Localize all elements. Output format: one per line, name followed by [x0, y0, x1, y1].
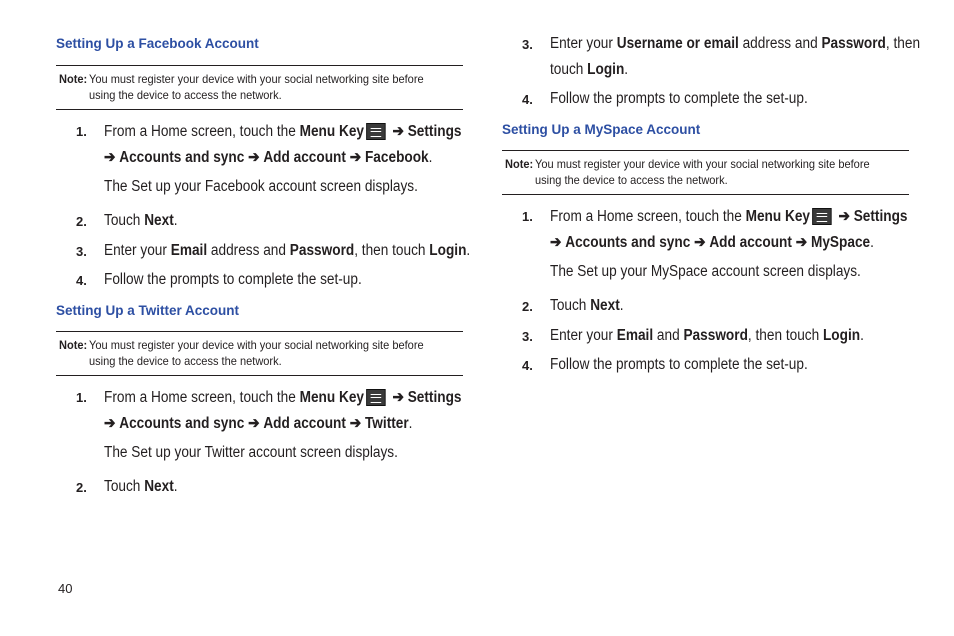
- facebook-heading: Setting Up a Facebook Account: [56, 36, 259, 51]
- myspace-step3: Enter your Email and Password, then touch Login.: [550, 327, 864, 344]
- myspace-step2: Touch Next.: [550, 297, 624, 314]
- step-number: 4.: [76, 273, 87, 288]
- facebook-step4: Follow the prompts to complete the set-up.: [104, 271, 362, 288]
- myspace-step1-result: The Set up your MySpace account screen displays.: [550, 263, 861, 280]
- facebook-step2: Touch Next.: [104, 212, 178, 229]
- note-label: Note:: [59, 72, 88, 86]
- note-label: Note:: [59, 338, 88, 352]
- menu-key-icon: [813, 208, 832, 225]
- myspace-step4: Follow the prompts to complete the set-up.: [550, 356, 808, 373]
- facebook-step3: Enter your Email address and Password, then touch Login.: [104, 242, 471, 259]
- twitter-step1-line2: ➔ Accounts and sync ➔ Add account ➔ Twitter.: [104, 415, 413, 432]
- step-number: 1.: [522, 209, 533, 224]
- twitter-step1-result: The Set up your Twitter account screen displays.: [104, 444, 398, 461]
- note-text: You must register your device with your social networking site before using the device to access the network.: [89, 338, 424, 368]
- step-number: 3.: [522, 329, 533, 344]
- step-number: 2.: [76, 214, 87, 229]
- twitter-step4: Follow the prompts to complete the set-up.: [550, 90, 808, 107]
- step-number: 4.: [522, 358, 533, 373]
- step-number: 1.: [76, 390, 87, 405]
- note-label: Note:: [505, 157, 534, 171]
- twitter-heading: Setting Up a Twitter Account: [56, 303, 240, 318]
- myspace-step1-line1: From a Home screen, touch the Menu Key ➔ Settings: [550, 208, 908, 225]
- step-number: 3.: [522, 37, 533, 52]
- facebook-step1-line1: From a Home screen, touch the Menu Key ➔ Settings: [104, 123, 462, 140]
- twitter-step3-line1: Enter your Username or email address and Password, then: [550, 35, 921, 52]
- facebook-step1-line2: ➔ Accounts and sync ➔ Add account ➔ Facebook.: [104, 149, 433, 166]
- step-number: 4.: [522, 92, 533, 107]
- note-text: You must register your device with your social networking site before using the device to access the network.: [535, 157, 870, 187]
- myspace-step1-line2: ➔ Accounts and sync ➔ Add account ➔ MySpace.: [550, 234, 874, 251]
- step-number: 1.: [76, 124, 87, 139]
- step-number: 3.: [76, 244, 87, 259]
- myspace-heading: Setting Up a MySpace Account: [502, 122, 701, 137]
- myspace-note: [502, 150, 909, 195]
- twitter-step3-line2: touch Login.: [550, 61, 629, 78]
- menu-key-icon: [367, 389, 386, 406]
- twitter-step2: Touch Next.: [104, 478, 178, 495]
- note-text: You must register your device with your social networking site before using the device to access the network.: [89, 72, 424, 102]
- twitter-step1-line1: From a Home screen, touch the Menu Key ➔ Settings: [104, 389, 462, 406]
- menu-key-icon: [367, 123, 386, 140]
- twitter-note: [56, 331, 463, 376]
- step-number: 2.: [522, 299, 533, 314]
- facebook-step1-result: The Set up your Facebook account screen displays.: [104, 178, 418, 195]
- facebook-note: [56, 65, 463, 110]
- page-number: 40: [58, 581, 73, 596]
- step-number: 2.: [76, 480, 87, 495]
